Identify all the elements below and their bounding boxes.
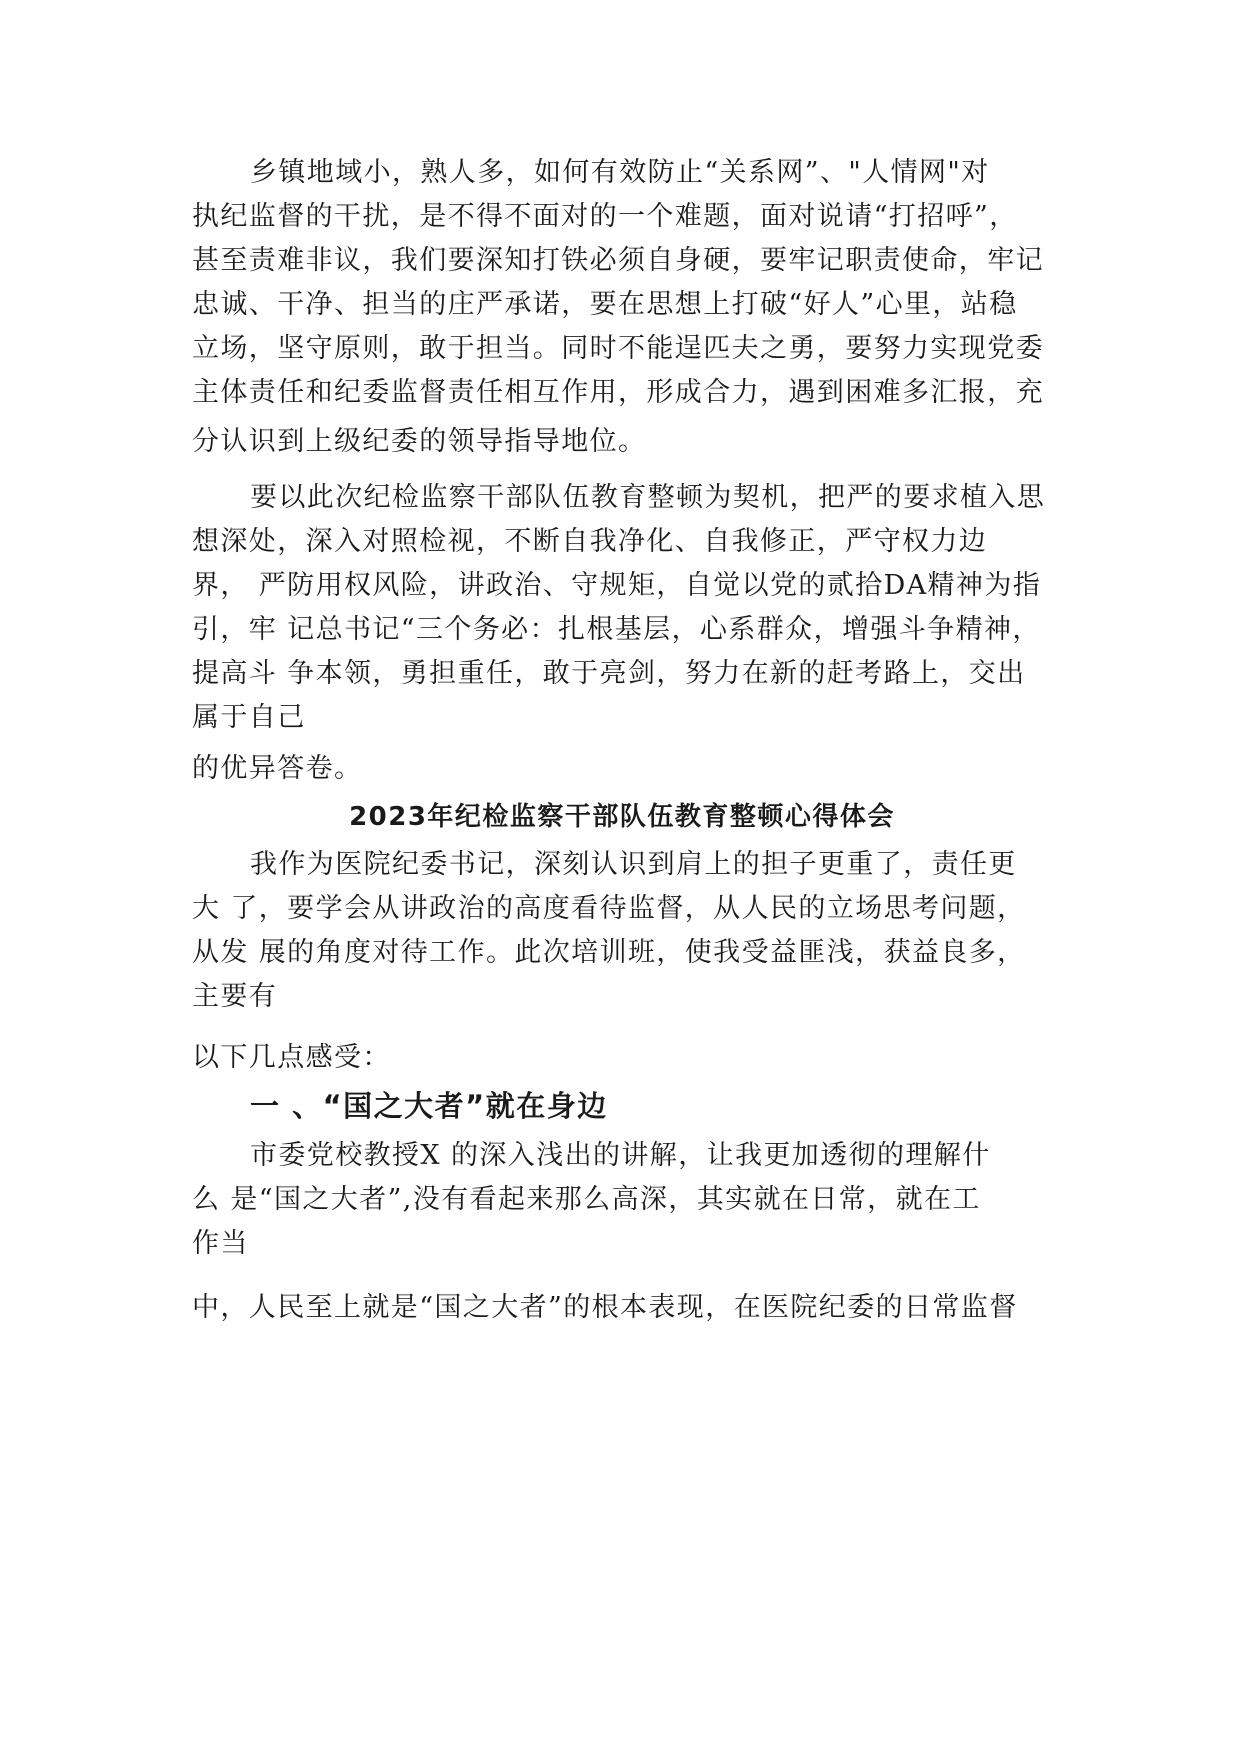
paragraph-line: 提高斗 争本领，勇担重任，敢于亮剑，努力在新的赶考路上，交出 bbox=[192, 658, 1026, 689]
paragraph-line: 么 是“国之大者”,没有看起来那么高深，其实就在日常，就在工 bbox=[192, 1184, 981, 1215]
paragraph-line: 大 了，要学会从讲政治的高度看待监督，从人民的立场思考问题， bbox=[192, 893, 1026, 924]
paragraph-line: 引，牢 记总书记“三个务必：扎根基层，心系群众，增强斗争精神， bbox=[192, 614, 1041, 645]
paragraph-line: 的优异答卷。 bbox=[192, 753, 363, 784]
paragraph-line: 分认识到上级纪委的领导指导地位。 bbox=[192, 426, 647, 457]
paragraph-line: 立场，坚守原则，敢于担当。同时不能逞匹夫之勇，要努力实现党委 bbox=[192, 333, 1044, 364]
paragraph-line: 从发 展的角度对待工作。此次培训班，使我受益匪浅，获益良多， bbox=[192, 937, 1026, 968]
paragraph-line: 乡镇地域小，熟人多，如何有效防止“关系网”、"人情网"对 bbox=[250, 157, 990, 188]
paragraph-line: 忠诚、干净、担当的庄严承诺，要在思想上打破“好人”心里，站稳 bbox=[192, 289, 1018, 320]
paragraph-line: 市委党校教授X 的深入浅出的讲解，让我更加透彻的理解什 bbox=[250, 1140, 991, 1171]
paragraph-line: 主体责任和纪委监督责任相互作用，形成合力，遇到困难多汇报，充 bbox=[192, 377, 1044, 408]
paragraph-line: 主要有 bbox=[192, 981, 278, 1012]
paragraph-line: 作当 bbox=[192, 1228, 249, 1259]
paragraph-line: 要以此次纪检监察干部队伍教育整顿为契机，把严的要求植入思 bbox=[250, 482, 1046, 513]
section-heading: 一 、“国之大者”就在身边 bbox=[250, 1089, 608, 1123]
paragraph-line: 界， 严防用权风险，讲政治、守规矩，自觉以党的贰拾DA精神为指 bbox=[192, 570, 1042, 601]
paragraph-line: 想深处，深入对照检视，不断自我净化、自我修正，严守权力边 bbox=[192, 526, 988, 557]
paragraph-line: 甚至责难非议，我们要深知打铁必须自身硬，要牢记职责使命，牢记 bbox=[192, 245, 1044, 276]
paragraph-line: 我作为医院纪委书记，深刻认识到肩上的担子更重了，责任更 bbox=[250, 849, 1017, 880]
paragraph-line: 属于自己 bbox=[192, 702, 306, 733]
article-title: 2023年纪检监察干部队伍教育整顿心得体会 bbox=[349, 802, 895, 832]
paragraph-line: 执纪监督的干扰，是不得不面对的一个难题，面对说请“打招呼”， bbox=[192, 201, 1018, 232]
paragraph-line: 以下几点感受： bbox=[192, 1042, 391, 1073]
paragraph-line: 中，人民至上就是“国之大者”的根本表现，在医院纪委的日常监督 bbox=[192, 1292, 1018, 1323]
